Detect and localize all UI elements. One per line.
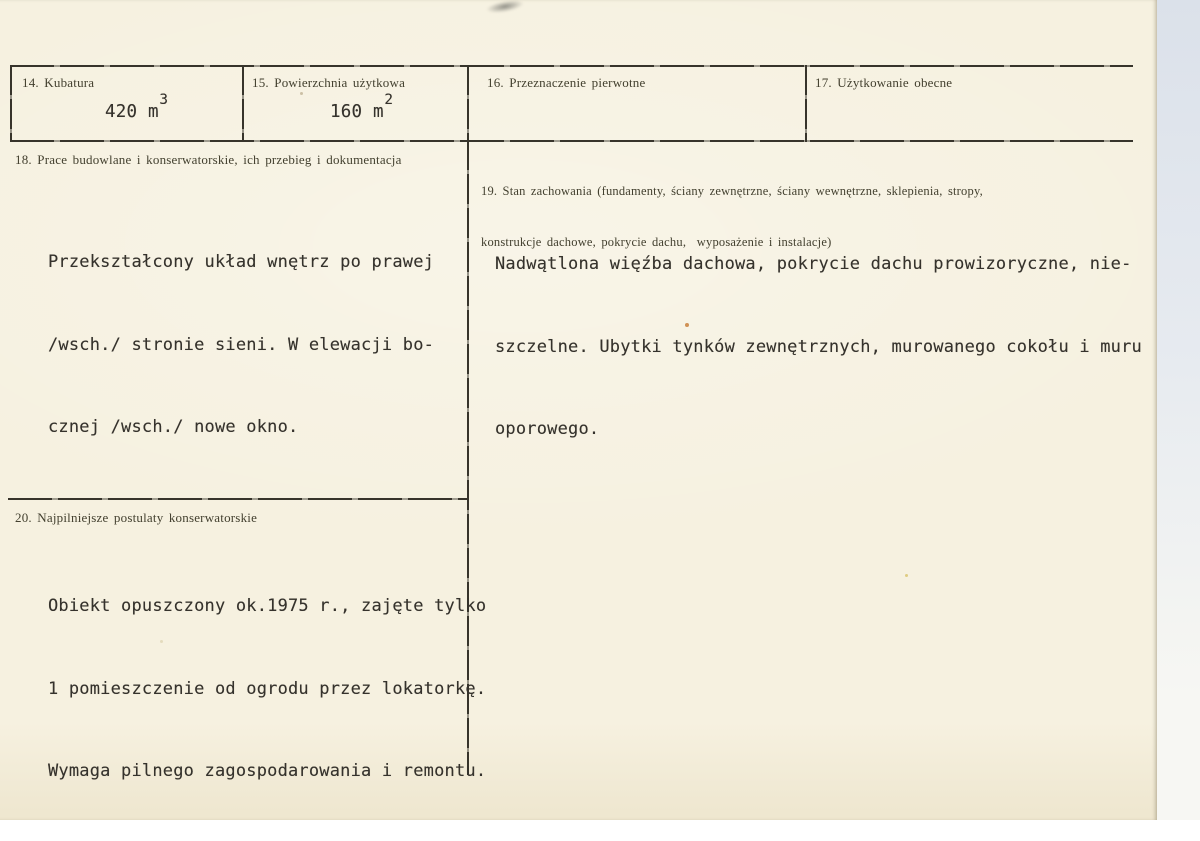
scan-speck (685, 323, 689, 327)
cell-divider-15-16 (467, 65, 469, 140)
table-left-border (10, 65, 12, 140)
field-17-label: 17. Użytkowanie obecne (815, 75, 953, 90)
field-15-label: 15. Powierzchnia użytkowa (252, 75, 406, 90)
field-18-text-line: /wsch./ stronie sieni. W elewacji bo- (48, 334, 435, 355)
cell-divider-16-17 (805, 65, 807, 142)
field-15-value (330, 93, 393, 126)
scan-speck (160, 640, 163, 643)
field-20-text-line: Wymaga pilnego zagospodarowania i remontu. (48, 761, 487, 781)
field-14-value-superscript: 3 (159, 91, 169, 108)
field-15-value-superscript: 2 (384, 91, 394, 108)
cell-divider-14-15 (242, 65, 244, 140)
table-row-bottom-border (10, 140, 1133, 142)
scan-smudge (485, 0, 524, 15)
field-20-text-line: Obiekt opuszczony ok.1975 r., zajęte tylko (48, 596, 487, 616)
field-18-text (48, 194, 434, 497)
scan-speck (300, 92, 303, 95)
scan-background-strip (1157, 0, 1200, 820)
field-20-text (48, 538, 486, 841)
field-19-label-line: konstrukcje dachowe, pokrycie dachu, wyposażenie i instalacje) (481, 235, 832, 249)
field-20-text-line: 1 pomieszczenie od ogrodu przez lokatorkę. (48, 678, 487, 699)
field-19-label-line: 19. Stan zachowania (fundamenty, ściany zewnętrzne, ściany wewnętrzne, sklepienia, stropy, (481, 184, 983, 198)
section-divider-line (8, 498, 467, 500)
field-14-label: 14. Kubatura (22, 75, 95, 90)
field-19-text-line: szczelne. Ubytki tynków zewnętrznych, murowanego cokołu i muru (495, 336, 1142, 357)
field-19-text (495, 196, 1142, 499)
scan-speck (905, 574, 908, 577)
field-20-label: 20. Najpilniejsze postulaty konserwatorskie (15, 510, 258, 525)
field-16-label: 16. Przeznaczenie pierwotne (487, 75, 646, 90)
field-14-value-number: 420 m (105, 101, 159, 122)
field-14-value (105, 93, 168, 126)
field-18-text-line: Przekształcony układ wnętrz po prawej (48, 252, 435, 272)
field-19-text-line: Nadwątlona więźba dachowa, pokrycie dachu prowizoryczne, nie- (495, 254, 1132, 274)
field-19-text-line: oporowego. (495, 419, 600, 439)
field-18-text-line: cznej /wsch./ nowe okno. (48, 417, 299, 437)
field-18-label: 18. Prace budowlane i konserwatorskie, ich przebieg i dokumentacja (15, 152, 402, 167)
table-top-border (10, 65, 1133, 67)
field-15-value-number: 160 m (330, 101, 384, 122)
